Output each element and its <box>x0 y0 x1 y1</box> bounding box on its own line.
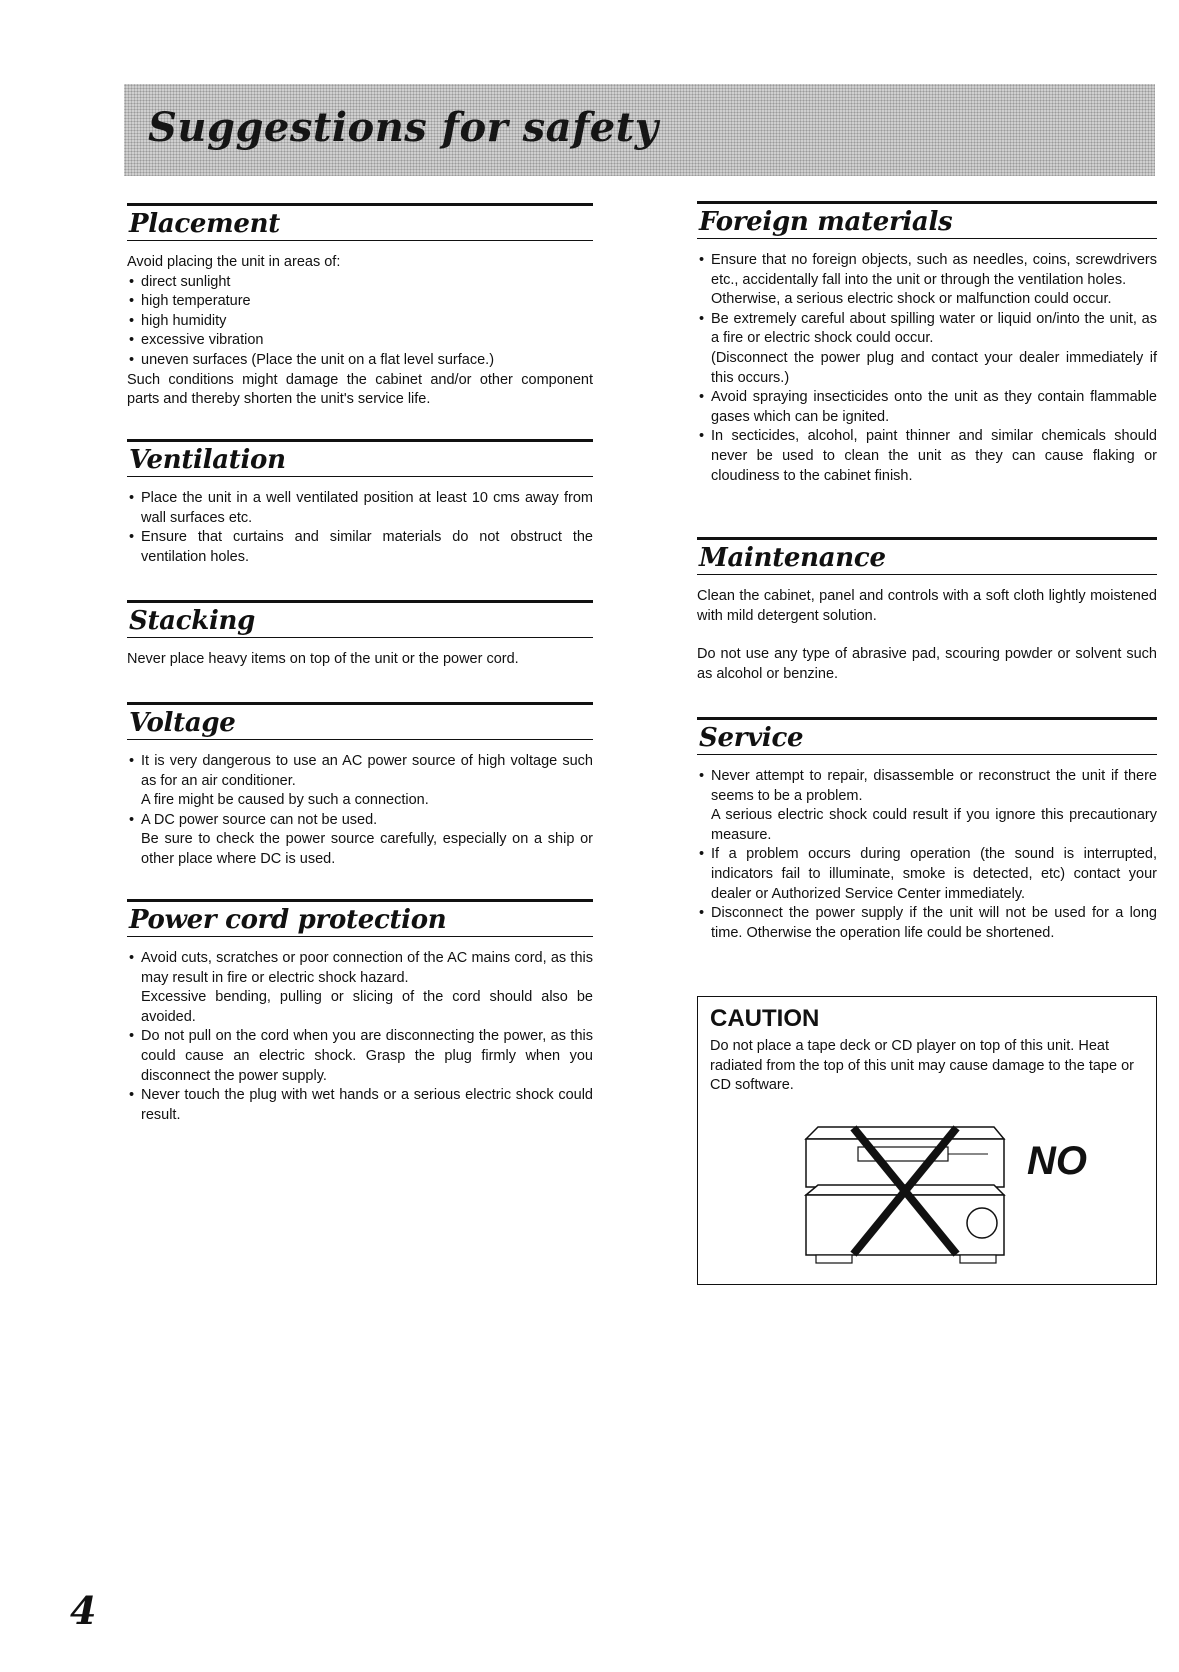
list-item <box>697 251 1157 310</box>
list-item-subtext: Otherwise, a serious electric shock or malfunction could occur. <box>711 291 1112 308</box>
foreign-materials-section <box>697 201 1157 486</box>
placement-section <box>127 203 593 410</box>
service-section <box>697 717 1157 943</box>
page-number: 4 <box>70 1588 97 1633</box>
foreign-materials-list <box>697 251 1157 486</box>
maintenance-text-2: Do not use any type of abrasive pad, scouring powder or solvent such as alcohol or benzine. <box>697 646 1157 682</box>
caution-box <box>697 996 1157 1285</box>
list-item-text: Never attempt to repair, disassemble or reconstruct the unit if there seems to be a problem. <box>711 768 1157 804</box>
ventilation-section <box>127 439 593 567</box>
placement-heading: Placement <box>129 209 280 239</box>
service-heading-bar <box>697 717 1157 755</box>
voltage-heading-bar <box>127 702 593 740</box>
list-item: • high temperature <box>127 292 593 312</box>
list-item-text: A DC power source can not be used. <box>141 811 378 828</box>
list-item <box>127 811 593 870</box>
maintenance-heading: Maintenance <box>699 543 886 573</box>
foreign-materials-heading: Foreign materials <box>699 207 953 237</box>
list-item: • Avoid spraying insecticides onto the unit as they contain flammable gases which can be ignited. <box>697 388 1157 427</box>
ventilation-list <box>127 489 593 567</box>
caution-text: Do not place a tape deck or CD player on top of this unit. Heat radiated from the top of this unit may cause damage to the tape or CD software. <box>710 1038 1134 1094</box>
voltage-heading: Voltage <box>129 708 236 738</box>
placement-outro: Such conditions might damage the cabinet and/or other component parts and thereby shorten the unit's service life. <box>127 371 593 408</box>
voltage-section <box>127 702 593 870</box>
ventilation-heading: Ventilation <box>129 445 286 475</box>
list-item: • If a problem occurs during operation (the sound is interrupted, indicators fail to illuminate, smoke is detected, etc) contact your dealer or Authorized Service Center immediately. <box>697 845 1157 904</box>
top-device-icon <box>806 1127 1004 1187</box>
list-item-text: Be extremely careful about spilling water or liquid on/into the unit, as a fire or electric shock could occur. <box>711 310 1157 347</box>
placement-intro: Avoid placing the unit in areas of: <box>127 254 341 270</box>
stacked-components-illustration <box>798 1117 1010 1267</box>
service-list <box>697 767 1157 943</box>
list-item <box>127 949 593 1027</box>
list-item: • Place the unit in a well ventilated position at least 10 cms away from wall surfaces etc. <box>127 489 593 528</box>
list-item-text: It is very dangerous to use an AC power source of high voltage such as for an air conditioner. <box>141 753 593 789</box>
list-item: • excessive vibration <box>127 331 593 351</box>
list-item: • Ensure that curtains and similar materials do not obstruct the ventilation holes. <box>127 528 593 567</box>
no-label: NO <box>1027 1139 1087 1183</box>
list-item: • In secticides, alcohol, paint thinner and similar chemicals should never be used to clean the unit as they can cause flaking or cloudiness to the cabinet finish. <box>697 427 1157 486</box>
page-title: Suggestions for safety <box>148 104 659 151</box>
stacking-section <box>127 600 593 670</box>
list-item-text: Ensure that no foreign objects, such as needles, coins, screwdrivers etc., accidentally fall into the unit or through the ventilation holes. <box>711 252 1157 288</box>
list-item: • Do not pull on the cord when you are disconnecting the power, as this could cause an electric shock. Grasp the plug firmly when you disconnect the power supply. <box>127 1027 593 1086</box>
power-cord-list <box>127 949 593 1125</box>
ventilation-heading-bar <box>127 439 593 477</box>
list-item: • high humidity <box>127 312 593 332</box>
list-item-text: Avoid cuts, scratches or poor connection of the AC mains cord, as this may result in fire or electric shock hazard. <box>141 950 593 986</box>
maintenance-heading-bar <box>697 537 1157 575</box>
power-cord-heading-bar <box>127 899 593 937</box>
list-item: • Never touch the plug with wet hands or a serious electric shock could result. <box>127 1086 593 1125</box>
list-item-subtext: A serious electric shock could result if you ignore this precautionary measure. <box>711 807 1157 843</box>
service-heading: Service <box>699 723 804 753</box>
foreign-materials-heading-bar <box>697 201 1157 239</box>
placement-heading-bar <box>127 203 593 241</box>
stacking-heading: Stacking <box>129 606 256 636</box>
placement-list <box>127 273 593 371</box>
power-cord-section <box>127 899 593 1125</box>
list-item: • direct sunlight <box>127 273 593 293</box>
maintenance-section <box>697 537 1157 684</box>
list-item <box>697 310 1157 388</box>
voltage-list <box>127 752 593 870</box>
power-cord-heading: Power cord protection <box>129 905 447 935</box>
title-banner <box>124 84 1155 176</box>
list-item: • uneven surfaces (Place the unit on a flat level surface.) <box>127 351 593 371</box>
list-item <box>127 752 593 811</box>
list-item-subtext: A fire might be caused by such a connection. <box>141 792 429 809</box>
list-item <box>697 767 1157 845</box>
list-item-subtext: Be sure to check the power source carefully, especially on a ship or other place where DC is used. <box>141 831 593 867</box>
list-item-subtext: (Disconnect the power plug and contact your dealer immediately if this occurs.) <box>711 349 1157 386</box>
list-item: • Disconnect the power supply if the unit will not be used for a long time. Otherwise the operation life could be shortened. <box>697 904 1157 943</box>
maintenance-text-1: Clean the cabinet, panel and controls with a soft cloth lightly moistened with mild detergent solution. <box>697 588 1157 624</box>
stacking-text: Never place heavy items on top of the unit or the power cord. <box>127 651 519 667</box>
stacking-heading-bar <box>127 600 593 638</box>
list-item-subtext: Excessive bending, pulling or slicing of the cord should also be avoided. <box>141 989 593 1025</box>
caution-heading: CAUTION <box>710 1005 820 1032</box>
